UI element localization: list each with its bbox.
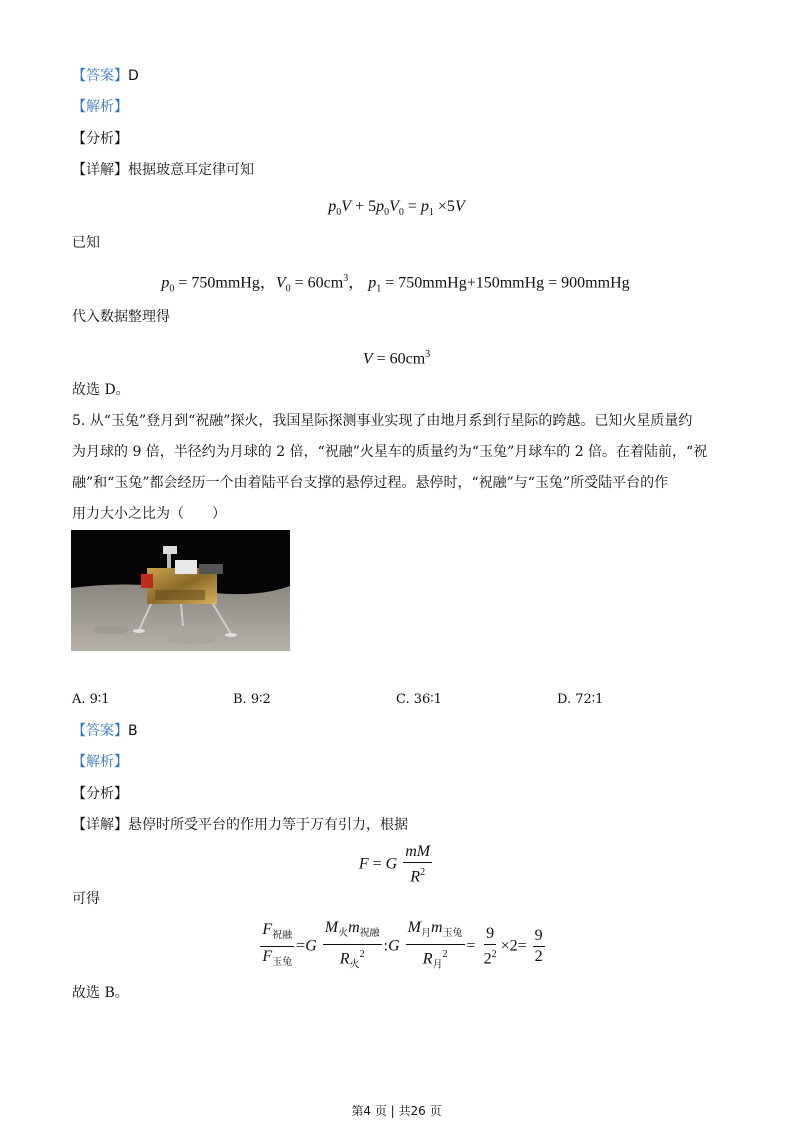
- conclusion-q4: 故选 D。: [72, 382, 130, 398]
- known-label: 已知: [72, 235, 100, 251]
- lunar-lander-image: [71, 530, 290, 651]
- answer-value: B: [128, 723, 138, 739]
- option-b: B. 9∶2: [233, 692, 271, 707]
- ratio-equation: $\frac{F_{祝融}}{F_{玉兔}}$ =G $\frac{M_火m_{祝融}}{R_火^2}$ :G $\frac{M_月m_{玉兔}}{R_月^2}$ = $\frac{9}{2^2}$ ×2= $\frac{9}{2}$: [262, 919, 543, 971]
- analysis-tag-q4: 【解析】: [72, 99, 128, 115]
- question-text-line-3: 融”和“玉兔”都会经历一个由着陆平台支撑的悬停过程。悬停时，“祝融”与“玉兔”所受陆平台的作: [72, 475, 669, 491]
- answer-line-q4: [72, 66, 139, 86]
- lander-photo: [71, 530, 290, 651]
- fenxi-tag-q5: 【分析】: [72, 786, 128, 802]
- detail-line-q5: 【详解】悬停时所受平台的作用力等于万有引力，根据: [72, 817, 408, 833]
- answer-value: D: [128, 68, 139, 84]
- boyle-equation: $p_0V + 5p_0V_0 = p_1 \times 5V$: [328, 198, 465, 219]
- question-text-line-2: 为月球的 9 倍，半径约为月球的 2 倍，“祝融”火星车的质量约为“玉兔”月球车的 2 倍。在着陆前，“祝: [72, 444, 708, 460]
- result-equation: $V = 60cm^3$: [362, 349, 431, 368]
- gravity-equation: F = G $\frac{mM}{R^2}$: [358, 843, 431, 886]
- fenxi-tag-q4: 【分析】: [72, 131, 128, 147]
- conclusion-q5: 故选 B。: [72, 985, 129, 1001]
- answer-tag: 【答案】: [72, 68, 128, 84]
- option-d: D. 72∶1: [557, 692, 604, 707]
- answer-tag: 【答案】: [72, 723, 128, 739]
- option-a: A. 9∶1: [72, 692, 110, 707]
- substitute-label: 代入数据整理得: [72, 309, 170, 325]
- analysis-tag-q5: 【解析】: [72, 754, 128, 770]
- page-footer: 第4 页 | 共26 页: [351, 1104, 442, 1118]
- detail-line-q4: 【详解】根据玻意耳定律可知: [72, 162, 254, 178]
- question-text-line-4: 用力大小之比为（ ）: [72, 506, 226, 522]
- known-values-equation: $p_0$ = 750mmHg，$V_0 = 60cm^3$， $p_1$ = 750mmHg+150mmHg = 900mmHg: [161, 273, 630, 295]
- kede-label: 可得: [72, 891, 100, 907]
- answer-line-q5: [72, 721, 138, 741]
- option-c: C. 36∶1: [396, 692, 442, 707]
- question-text-line-1: 5. 从“玉兔”登月到“祝融”探火，我国星际探测事业实现了由地月系到行星际的跨越。已知火星质量约: [72, 413, 693, 429]
